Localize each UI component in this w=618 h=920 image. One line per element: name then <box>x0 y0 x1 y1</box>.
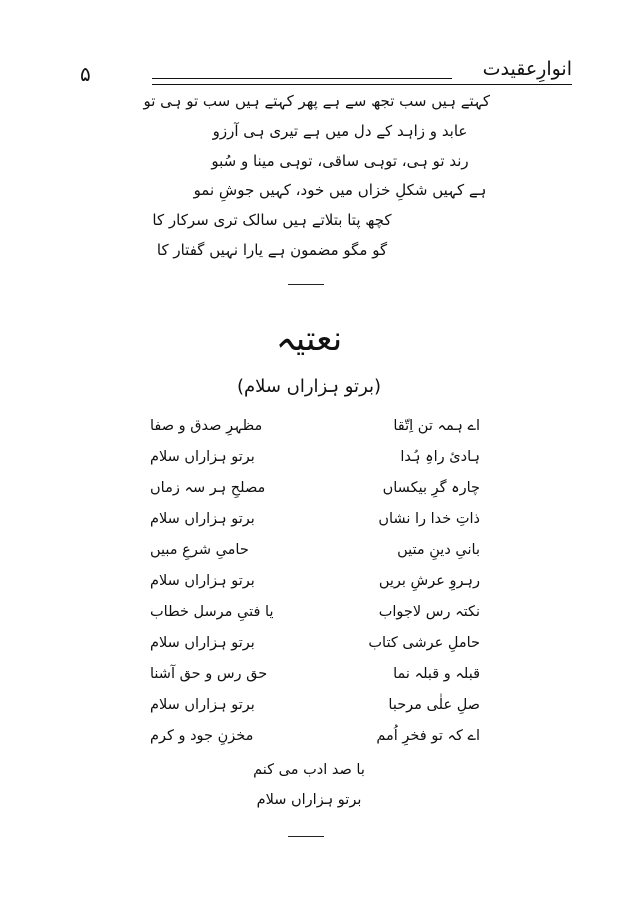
couplet-left-hemistich: حامیِ شرعِ مبیں <box>150 542 249 558</box>
stanza-line-4: ہے کہیں شکلِ خزاں میں خود، کہیں جوشِ نمو <box>193 181 487 199</box>
couplet-right-hemistich: نکتہ رس لاجواب <box>378 604 480 620</box>
stanza-line-5: کچھ پتا بتلاتے ہیں سالک تری سرکار کا <box>152 211 392 229</box>
couplet-row <box>150 449 480 473</box>
header-rule-bottom <box>152 84 572 85</box>
couplet-right-hemistich: قبلہ و قبلہ نما <box>393 666 480 682</box>
couplet-row <box>150 635 480 659</box>
page-number: ۵ <box>80 62 91 86</box>
couplet-left-hemistich: برتو ہزاراں سلام <box>150 635 255 651</box>
couplet-row <box>150 697 480 721</box>
couplet-left-hemistich: یا فتیِ مرسل خطاب <box>150 604 274 620</box>
couplet-left-hemistich: برتو ہزاراں سلام <box>150 449 255 465</box>
section-divider <box>288 284 324 285</box>
couplet-left-hemistich: برتو ہزاراں سلام <box>150 697 255 713</box>
couplet-right-hemistich: ہادئ راہِ ہُدا <box>400 449 480 465</box>
stanza-line-6: گو مگو مضمون ہے یارا نہیں گفتار کا <box>156 241 388 259</box>
couplet-left-hemistich: مخزنِ جود و کرم <box>150 728 254 744</box>
couplet-right-hemistich: اے کہ تو فخرِ اُمم <box>376 728 480 744</box>
couplet-row <box>150 666 480 690</box>
header-rule-top <box>152 78 452 79</box>
couplet-left-hemistich: برتو ہزاراں سلام <box>150 573 255 589</box>
couplet-right-hemistich: حاملِ عرشی کتاب <box>368 635 480 651</box>
stanza-line-1: کہتے ہیں سب تجھ سے ہے پھر کہتے ہیں سب تو ہی تو <box>143 92 490 110</box>
section-subheading: (برتو ہزاراں سلام) <box>236 376 382 397</box>
couplet-right-hemistich: رہروِ عرشِ بریں <box>378 573 480 589</box>
stanza-line-3: رند تو ہی، توہی ساقی، توہی مینا و سُبو <box>211 152 469 170</box>
couplet-row <box>150 511 480 535</box>
couplet-left-hemistich: حق رس و حق آشنا <box>150 666 268 682</box>
couplet-right-hemistich: صلِ علٰی مرحبا <box>388 697 480 713</box>
couplet-left-hemistich: مصلحِ ہر سہ زماں <box>150 480 266 496</box>
running-title: انوارِعقیدت <box>482 58 572 80</box>
couplet-row <box>150 573 480 597</box>
closing-line-2: برتو ہزاراں سلام <box>256 792 362 808</box>
couplet-left-hemistich: مظہرِ صدق و صفا <box>150 418 263 434</box>
couplet-row <box>150 418 480 442</box>
couplet-row <box>150 604 480 628</box>
couplet-row <box>150 728 480 752</box>
stanza-line-2: عابد و زاہد کے دل میں ہے تیری ہی آرزو <box>212 122 468 140</box>
couplet-right-hemistich: چارہ گرِ بیکساں <box>382 480 480 496</box>
couplet-right-hemistich: ذاتِ خدا را نشاں <box>378 511 480 527</box>
section-heading: نعتیہ <box>275 319 343 359</box>
couplet-right-hemistich: اے ہمہ تن اِتّقا <box>393 418 480 434</box>
couplet-row <box>150 480 480 504</box>
couplet-row <box>150 542 480 566</box>
couplet-right-hemistich: بانیِ دینِ متیں <box>397 542 480 558</box>
closing-line-1: با صد ادب می کنم <box>253 762 365 778</box>
end-divider <box>288 836 324 837</box>
couplet-left-hemistich: برتو ہزاراں سلام <box>150 511 255 527</box>
